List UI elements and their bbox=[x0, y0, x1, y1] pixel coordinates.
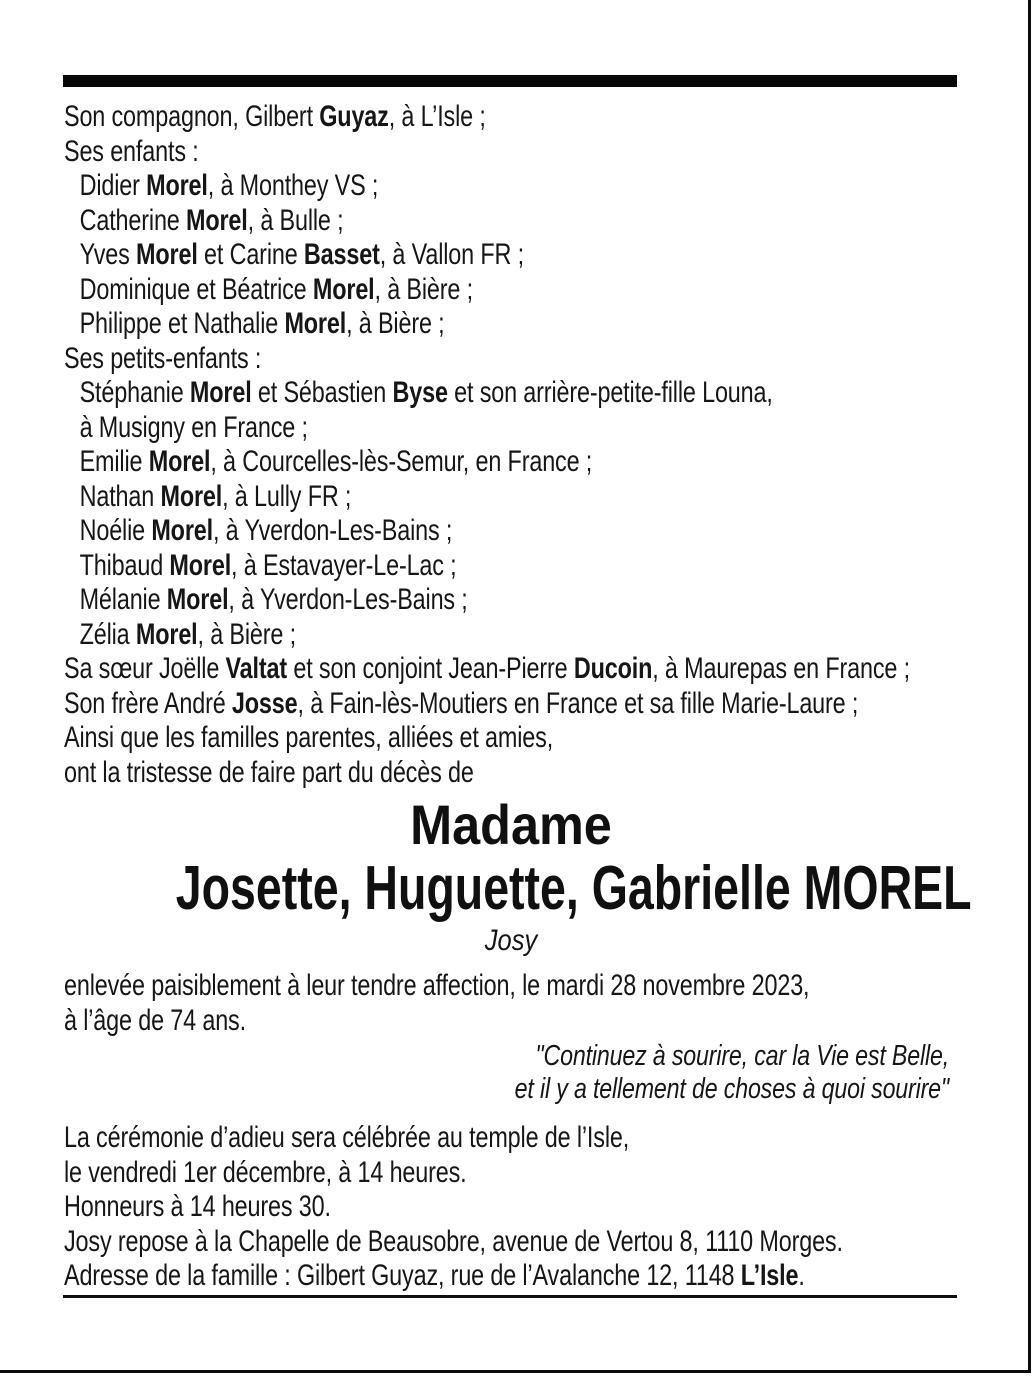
surname-bold: Morel bbox=[160, 479, 223, 513]
text-run: . bbox=[798, 1259, 805, 1292]
surname-bold: Morel bbox=[312, 272, 375, 306]
text-run: enlevée paisiblement à leur tendre affection, le mardi 28 novembre 2023, bbox=[64, 969, 810, 1002]
text-run: "Continuez à sourire, car la Vie est Belle, bbox=[535, 1040, 949, 1072]
text-line bbox=[64, 721, 761, 756]
text-run: Dominique et Béatrice bbox=[79, 272, 313, 306]
surname-bold: Morel bbox=[284, 307, 347, 340]
surname-bold: Morel bbox=[148, 445, 211, 478]
deceased-name: Josette, Huguette, Gabrielle MOREL bbox=[175, 854, 972, 923]
surname-bold: Morel bbox=[189, 376, 252, 409]
text-line bbox=[64, 1224, 843, 1260]
surname-bold: Morel bbox=[136, 238, 198, 271]
bottom-divider-rule bbox=[63, 1295, 957, 1298]
title-madame: Madame bbox=[410, 793, 612, 856]
text-run: Noélie bbox=[79, 514, 152, 547]
text-line bbox=[64, 583, 761, 618]
text-run: Sa sœur Joëlle bbox=[64, 652, 226, 685]
surname-bold: Basset bbox=[303, 238, 380, 271]
text-line bbox=[64, 652, 910, 687]
text-run: , à L’Isle ; bbox=[388, 100, 486, 133]
text-run: , à Bière ; bbox=[197, 617, 296, 651]
top-divider-bar bbox=[63, 75, 957, 87]
text-line bbox=[64, 1259, 805, 1294]
text-run: , à Yverdon-Les-Bains ; bbox=[228, 583, 468, 616]
surname-bold: Guyaz bbox=[319, 100, 389, 133]
surname-bold: Josse bbox=[231, 686, 298, 720]
surname-bold: Valtat bbox=[225, 652, 288, 685]
text-line bbox=[241, 1073, 949, 1106]
text-run: Ses petits-enfants : bbox=[64, 341, 262, 375]
text-run: Mélanie bbox=[79, 583, 167, 616]
ceremony-details bbox=[64, 1121, 843, 1294]
text-line bbox=[64, 204, 761, 239]
surname-bold: Morel bbox=[169, 548, 232, 582]
text-run: , à Monthey VS ; bbox=[207, 169, 379, 202]
family-list bbox=[64, 100, 910, 790]
text-line bbox=[64, 549, 761, 584]
text-line bbox=[64, 307, 761, 342]
text-line bbox=[64, 1121, 761, 1156]
text-run: Son frère André bbox=[64, 686, 232, 720]
text-line bbox=[64, 445, 761, 480]
text-run: Thibaud bbox=[79, 548, 170, 582]
text-run: Emilie bbox=[79, 445, 149, 478]
text-run: , à Yverdon-Les-Bains ; bbox=[212, 514, 453, 547]
surname-bold: Morel bbox=[135, 617, 198, 651]
surname-bold: L’Isle bbox=[740, 1259, 799, 1292]
text-line bbox=[64, 686, 859, 722]
text-run: Ainsi que les familles parentes, alliées et amies, bbox=[64, 721, 554, 754]
text-line bbox=[64, 756, 761, 791]
text-run: Honneurs à 14 heures 30. bbox=[64, 1190, 331, 1223]
surname-bold: Ducoin bbox=[573, 652, 653, 685]
text-run: Ses enfants : bbox=[64, 134, 199, 168]
text-line bbox=[64, 342, 761, 377]
text-run: le vendredi 1er décembre, à 14 heures. bbox=[64, 1155, 467, 1189]
text-line bbox=[64, 273, 761, 308]
text-run: , à Bière ; bbox=[346, 307, 445, 340]
text-line bbox=[64, 514, 761, 549]
text-run: et son arrière-petite-fille Louna, bbox=[447, 376, 773, 409]
text-run: Adresse de la famille : Gilbert Guyaz, rue de l’Avalanche 12, 1148 bbox=[64, 1259, 741, 1292]
text-line bbox=[64, 480, 761, 515]
text-line bbox=[64, 1190, 761, 1225]
page-edge-bottom bbox=[0, 1370, 1031, 1373]
text-run: Catherine bbox=[79, 203, 187, 237]
surname-bold: Byse bbox=[392, 376, 448, 409]
text-line bbox=[64, 969, 810, 1004]
text-line bbox=[241, 1040, 949, 1073]
text-run: et il y a tellement de choses à quoi sourire" bbox=[514, 1073, 949, 1105]
text-run: Didier bbox=[79, 169, 147, 202]
text-run: Yves bbox=[79, 238, 137, 271]
text-run: , à Vallon FR ; bbox=[379, 238, 524, 271]
text-run: , à Courcelles-lès-Semur, en France ; bbox=[210, 445, 593, 478]
text-line bbox=[64, 1004, 761, 1039]
text-line bbox=[64, 618, 761, 653]
text-line bbox=[64, 169, 761, 204]
surname-bold: Morel bbox=[166, 583, 229, 616]
text-run: Josy repose à la Chapelle de Beausobre, avenue de Vertou 8, 1110 Morges. bbox=[64, 1224, 843, 1258]
text-run: à Musigny en France ; bbox=[79, 410, 308, 444]
deceased-nickname: Josy bbox=[484, 924, 538, 957]
page-edge-right bbox=[1028, 0, 1031, 1373]
text-run: La cérémonie d’adieu sera célébrée au temple de l’Isle, bbox=[64, 1121, 630, 1154]
memorial-quote bbox=[241, 1040, 949, 1106]
surname-bold: Morel bbox=[186, 203, 248, 237]
text-line bbox=[64, 238, 761, 273]
text-run: , à Fain-lès-Moutiers en France et sa fille Marie-Laure ; bbox=[297, 686, 859, 720]
text-run: ont la tristesse de faire part du décès de bbox=[64, 755, 474, 789]
text-run: et son conjoint Jean-Pierre bbox=[287, 652, 574, 685]
text-run: , à Estavayer-Le-Lac ; bbox=[231, 548, 457, 582]
text-run: à l’âge de 74 ans. bbox=[64, 1003, 246, 1037]
text-run: Philippe et Nathalie bbox=[79, 307, 285, 340]
text-line bbox=[64, 100, 761, 135]
text-line bbox=[64, 411, 761, 446]
surname-bold: Morel bbox=[146, 169, 208, 202]
text-run: , à Lully FR ; bbox=[222, 479, 352, 513]
text-line bbox=[64, 1156, 761, 1191]
text-run: Nathan bbox=[79, 479, 161, 513]
surname-bold: Morel bbox=[151, 514, 213, 547]
text-run: et Sébastien bbox=[251, 376, 393, 409]
text-run: , à Bière ; bbox=[374, 272, 473, 306]
text-line bbox=[64, 376, 773, 411]
text-run: Zélia bbox=[79, 617, 136, 651]
text-line bbox=[64, 135, 761, 170]
text-run: et Carine bbox=[197, 238, 304, 271]
death-announcement bbox=[64, 969, 810, 1038]
notice-content bbox=[64, 100, 972, 1294]
text-run: Son compagnon, Gilbert bbox=[64, 100, 320, 133]
text-run: , à Maurepas en France ; bbox=[652, 652, 910, 685]
text-run: , à Bulle ; bbox=[247, 203, 344, 237]
text-run: Stéphanie bbox=[79, 376, 190, 409]
